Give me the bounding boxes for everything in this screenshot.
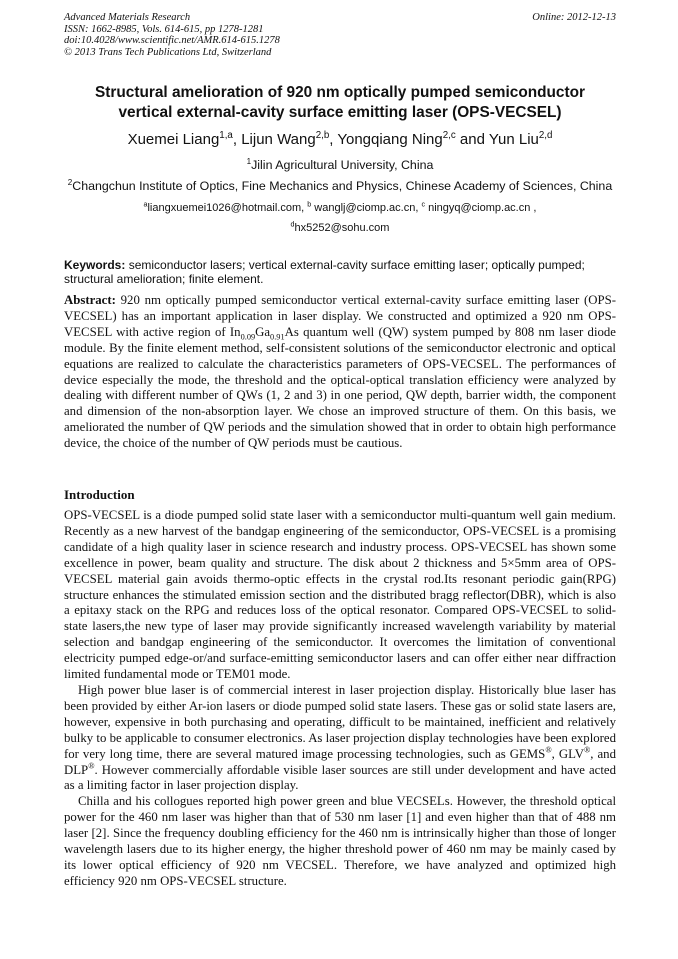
author-superscript: 2,d xyxy=(538,130,553,141)
abstract-text: Ga xyxy=(255,324,271,339)
paragraph-text: High power blue laser is of commercial interest in laser projection display. Historically blue laser has been provided by either Ar-ion lasers or diode pumped solid state lasers. These gas or solid state lasers are, however, expensive in both purchasing and operating, difficult to be maintained, inefficient and relatively bulky to be applicable to consumer electronics. As laser projection display technologies have been explored for very long time, there are several matured image processing technologies, such as GEMS xyxy=(64,682,616,761)
affiliation-2 xyxy=(64,179,616,194)
author-superscript: 2,c xyxy=(442,130,456,141)
abstract-block xyxy=(64,293,616,452)
author-superscript: 2,b xyxy=(315,130,330,141)
affiliation-text: Jilin Agricultural University, China xyxy=(251,158,434,172)
author-name: Yongqiang Ning xyxy=(337,131,443,148)
paragraph: Chilla and his collogues reported high power green and blue VECSELs. However, the threshold optical power for the 460 nm laser was higher than that of 530 nm laser [1] and even higher than that of 488 nm laser [2]. Since the frequency doubling efficiency for the 460 nm is intrinsically higher than those of longer wavelength lasers due to its higher energy, the higher threshold power of 460 nm may be mainly cased by its lower optical efficiency of 920 nm VECSEL. Therefore, we have analyzed and optimized high efficiency 920 nm OPS-VECSEL structure. xyxy=(64,794,616,888)
copyright-line: © 2013 Trans Tech Publications Ltd, Switzerland xyxy=(64,46,272,58)
email-text: ningyq@ciomp.ac.cn , xyxy=(425,202,537,214)
author-name: Lijun Wang xyxy=(241,131,316,148)
paragraph-text: . However commercially affordable visible laser sources are still under development and have acted as a limiting factor in laser projection display. xyxy=(64,762,616,793)
email-superscript: c xyxy=(421,200,426,209)
email-superscript: b xyxy=(307,200,312,209)
affiliation-superscript: 1 xyxy=(246,156,252,166)
paragraph xyxy=(64,683,616,794)
online-date: Online: 2012-12-13 xyxy=(532,12,616,23)
introduction-body xyxy=(64,508,616,890)
journal-name: Advanced Materials Research xyxy=(64,12,191,23)
paper-title xyxy=(64,83,616,122)
registered-mark: ® xyxy=(545,745,552,755)
email-text: hx5252@sohu.com xyxy=(294,222,390,234)
affiliation-text: Changchun Institute of Optics, Fine Mechanics and Physics, Chinese Academy of Sciences, China xyxy=(72,179,613,193)
keywords-block xyxy=(64,258,616,286)
registered-mark: ® xyxy=(583,745,591,755)
abstract-label: Abstract: xyxy=(64,293,116,307)
registered-mark: ® xyxy=(88,761,95,771)
abstract-text: As quantum well (QW) system pumped by 808 nm laser diode module. By the finite element method, self-consistent solutions of the semiconductor electronic and optical equations are realized to calculate the characteristics parameters of OPS-VECSEL. The performances of device especially the mode, the threshold and the optical-optical translation efficiency were analyzed by dealing with different number of QWs (1, 2 and 3) in one period, QW depth, barrier width, the component and dimension of the non-absorption layer. We chose an improved structure of them. On this basis, we ameliorated the number of QW periods and the simulation showed that in order to obtain high performance device, the choice of the number of QW periods must be cautious. xyxy=(64,324,616,451)
paragraph-text: , and DLP xyxy=(64,746,616,777)
author-separator: , xyxy=(329,131,338,148)
subscript: 0.91 xyxy=(270,332,285,342)
issn-line: ISSN: 1662-8985, Vols. 614-615, pp 1278-1281 xyxy=(64,23,264,35)
affiliation-superscript: 2 xyxy=(67,177,73,187)
section-heading: Introduction xyxy=(64,487,135,502)
email-text: liangxuemei1026@hotmail.com, xyxy=(147,202,305,214)
keywords-text: semiconductor lasers; vertical external-cavity surface emitting laser; optically pumped; structural amelioration; finite element. xyxy=(64,258,585,286)
affiliation-1 xyxy=(64,158,616,173)
author-list xyxy=(64,131,616,149)
author-superscript: 1,a xyxy=(219,130,233,141)
paragraph: OPS-VECSEL is a diode pumped solid state laser with a semiconductor multi-quantum well gain medium. Recently as a new harvest of the bandgap engineering of the semiconductor, OPS-VECSEL is a promising candidate of a high quality laser in science research and industry process. OPS-VECSEL has shown some excellence in power, beam quality and structure. The disk about 2 thickness and 5×5mm area of OPS-VECSEL material gain avoids thermo-optic effects in the crystal rod.Its resonant periodic gain(RPG) structure enhances the stimulated emission section and the distributed bragg reflector(DBR), which is also a epitaxy stack on the RPG and reduces loss of the optical resonator. Compared OPS-VECSEL to solid-state lasers,the new type of laser may provide significantly increased wavelength variability by material selection and bandgap engineering of the semiconductor. It overcomes the limitation of conventional electricity pumped edge-or/and surface-emitting semiconductor lasers and can offer either near diffraction limited fundamental mode or TEM01 mode. xyxy=(64,508,616,682)
author-name: Xuemei Liang xyxy=(127,131,220,148)
email-line-1 xyxy=(64,201,616,215)
doi-line: doi:10.4028/www.scientific.net/AMR.614-615.1278 xyxy=(64,35,280,47)
paragraph-text: , GLV xyxy=(551,746,584,761)
author-separator: and xyxy=(455,131,489,148)
email-superscript: a xyxy=(143,200,148,209)
email-text: wanglj@ciomp.ac.cn, xyxy=(311,202,419,214)
keywords-label: Keywords: xyxy=(64,258,126,272)
author-separator: , xyxy=(232,131,242,148)
title-line-1: Structural amelioration of 920 nm optically pumped semiconductor xyxy=(94,84,586,101)
subscript: 0.09 xyxy=(240,332,256,342)
author-name: Yun Liu xyxy=(488,131,539,148)
email-superscript: d xyxy=(290,220,295,229)
title-line-2: vertical external-cavity surface emitting laser (OPS-VECSEL) xyxy=(118,103,562,121)
journal-header xyxy=(64,12,616,58)
abstract-text: 920 nm optically pumped semiconductor vertical external-cavity surface emitting laser (OPS-VECSEL) has an important application in laser display. We constructed and optimized a 920 nm OPS-VECSEL with active region of In xyxy=(64,293,616,339)
email-line-2 xyxy=(64,221,616,235)
